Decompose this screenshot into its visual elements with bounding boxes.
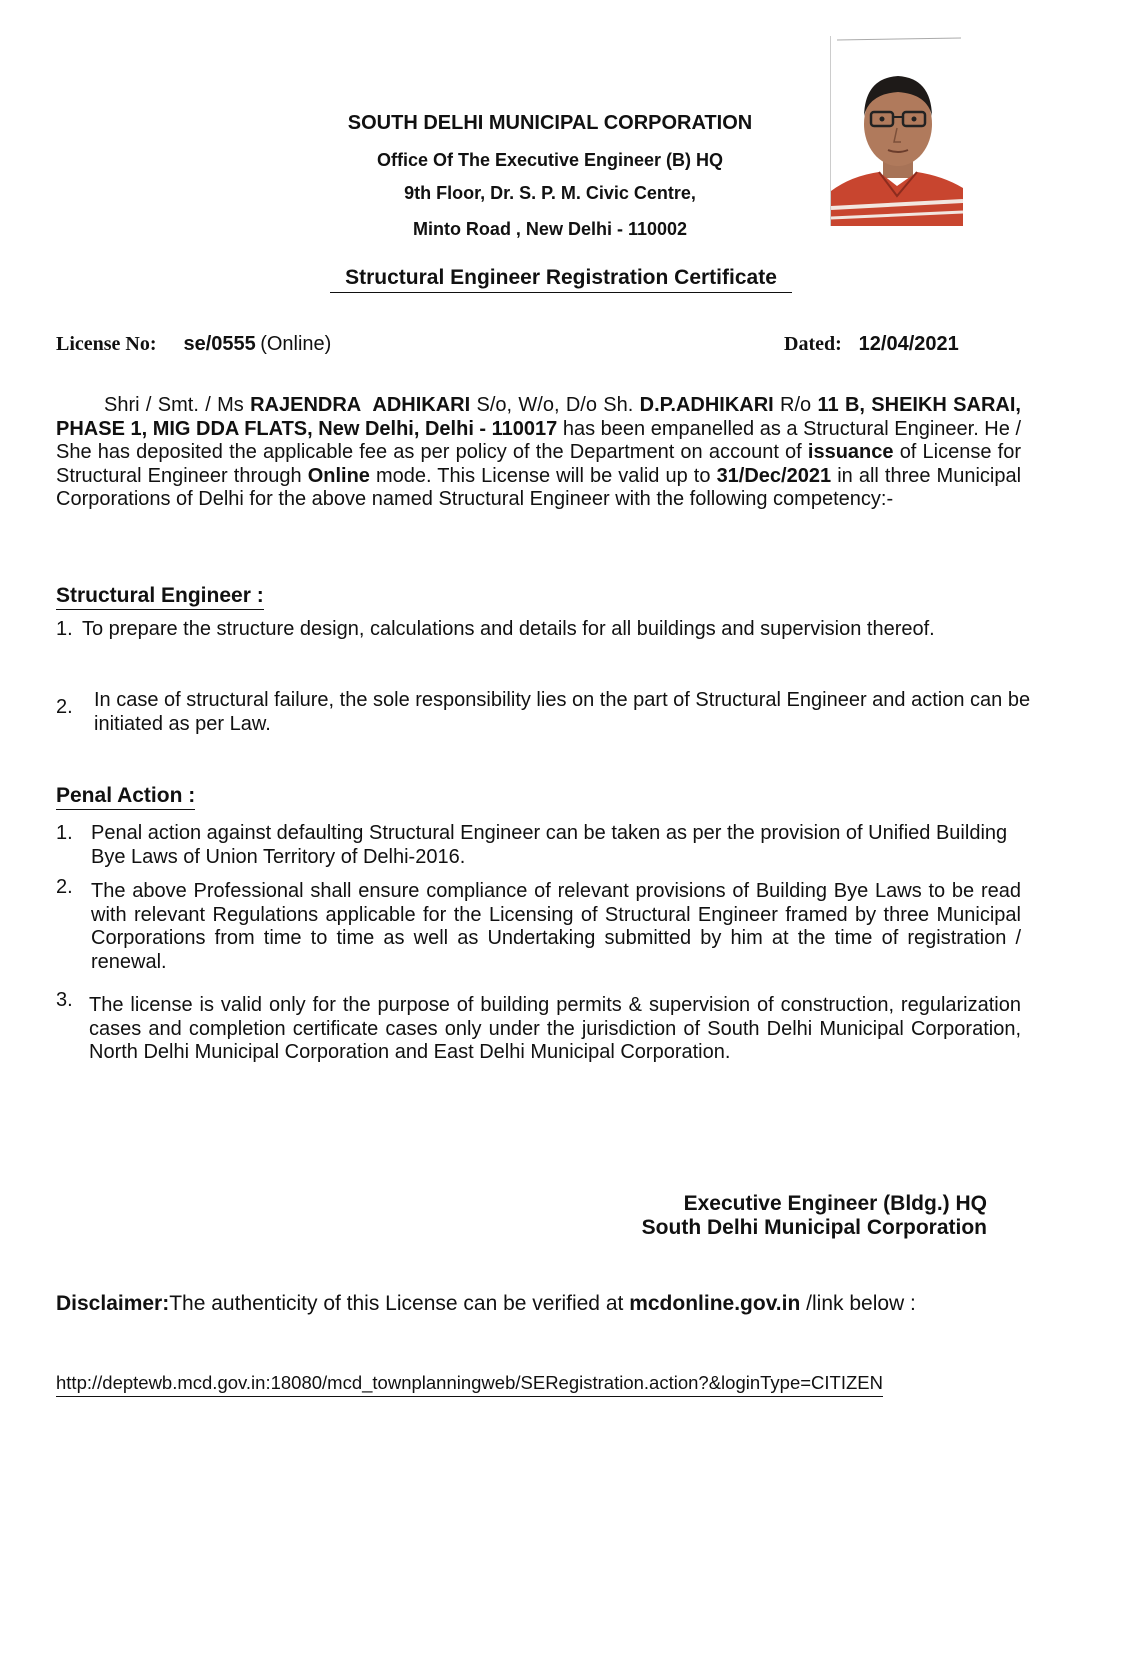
license-number: se/0555 bbox=[183, 333, 256, 355]
issue-date: 12/04/2021 bbox=[858, 333, 959, 355]
license-number-row bbox=[56, 333, 331, 356]
body-text-g: in all three Municipal Corporations of Delhi for the above named Structural Engineer with the following competency:- bbox=[56, 464, 1022, 510]
engineer-address: 11 B, SHEIKH SARAI, PHASE 1, MIG DDA FLATS, New Delhi, Delhi - 110017 bbox=[56, 394, 1021, 440]
disclaimer bbox=[56, 1292, 916, 1316]
verification-link[interactable]: http://deptewb.mcd.gov.in:18080/mcd_townplanningweb/SERegistration.action?&loginType=CITIZEN bbox=[56, 1372, 883, 1397]
engineer-name: RAJENDRA ADHIKARI bbox=[250, 394, 471, 416]
body-text-d: has been empanelled as a Structural Engineer. He / She has deposited the applicable fee as per policy of the Department on account of bbox=[56, 417, 1021, 463]
purpose: issuance bbox=[807, 441, 894, 463]
competency-item-2-num: 2. bbox=[56, 696, 73, 718]
certificate-title: Structural Engineer Registration Certificate bbox=[330, 266, 792, 293]
body-text-e: of License for Structural Engineer through bbox=[56, 441, 1021, 487]
disclaimer-text: The authenticity of this License can be verified at bbox=[169, 1292, 624, 1315]
penal-item-2-num: 2. bbox=[56, 876, 73, 898]
application-mode: Online bbox=[307, 464, 370, 487]
penal-item-1: Penal action against defaulting Structural Engineer can be taken as per the provision of Unified Building Bye Laws of Union Territory of Delhi-2016. bbox=[91, 822, 1008, 868]
body-text-f: mode. This License will be valid up to bbox=[376, 464, 711, 487]
body-text-a: Shri / Smt. / Ms bbox=[104, 394, 244, 416]
penal-item-2: The above Professional shall ensure compliance of relevant provisions of Building Bye Laws to be read with relevant Regulations applicable for the Licensing of Structural Engineer framed by three Municipal Corporations from time to time as well as Undertaking submitted by him at the time of registration / renewal. bbox=[91, 880, 1021, 973]
competency-item-2: In case of structural failure, the sole responsibility lies on the part of Structural Engineer and action can be initiated as per Law. bbox=[94, 689, 1031, 735]
competency-item-1-num: 1. bbox=[56, 618, 73, 640]
signatory-organisation: South Delhi Municipal Corporation bbox=[641, 1216, 987, 1239]
body-text-b: S/o, W/o, D/o Sh. bbox=[476, 394, 634, 416]
org-name: SOUTH DELHI MUNICIPAL CORPORATION bbox=[347, 112, 753, 134]
parent-name: D.P.ADHIKARI bbox=[639, 394, 774, 416]
license-mode: (Online) bbox=[260, 333, 332, 355]
competency-item-1: To prepare the structure design, calculations and details for all buildings and supervision thereof. bbox=[82, 618, 935, 640]
disclaimer-suffix: /link below : bbox=[806, 1292, 916, 1315]
dated-label: Dated: bbox=[784, 333, 842, 355]
office-address-line1: 9th Floor, Dr. S. P. M. Civic Centre, bbox=[404, 183, 696, 203]
penal-item-3-num: 3. bbox=[56, 989, 73, 1011]
office-name: Office Of The Executive Engineer (B) HQ bbox=[376, 150, 724, 170]
valid-upto-date: 31/Dec/2021 bbox=[716, 464, 832, 487]
disclaimer-label: Disclaimer: bbox=[56, 1292, 170, 1315]
penal-action-title: Penal Action : bbox=[56, 784, 195, 810]
dated-row bbox=[784, 333, 959, 356]
penal-item-3: The license is valid only for the purpose of building permits & supervision of construction, regularization cases and completion certificate cases only under the jurisdiction of South Delhi Municipal Corporation, North Delhi Municipal Corporation and East Delhi Municipal Corporation. bbox=[89, 994, 1021, 1063]
body-text-c: R/o bbox=[780, 394, 812, 416]
signatory-designation: Executive Engineer (Bldg.) HQ bbox=[683, 1192, 987, 1215]
penal-item-1-num: 1. bbox=[56, 822, 73, 844]
applicant-photo-image bbox=[831, 36, 963, 226]
license-number-label: License No: bbox=[56, 333, 157, 355]
office-address-line2: Minto Road , New Delhi - 110002 bbox=[412, 219, 688, 239]
verification-site: mcdonline.gov.in bbox=[629, 1292, 801, 1315]
certificate-body bbox=[56, 394, 1021, 512]
competency-title: Structural Engineer : bbox=[56, 584, 264, 610]
